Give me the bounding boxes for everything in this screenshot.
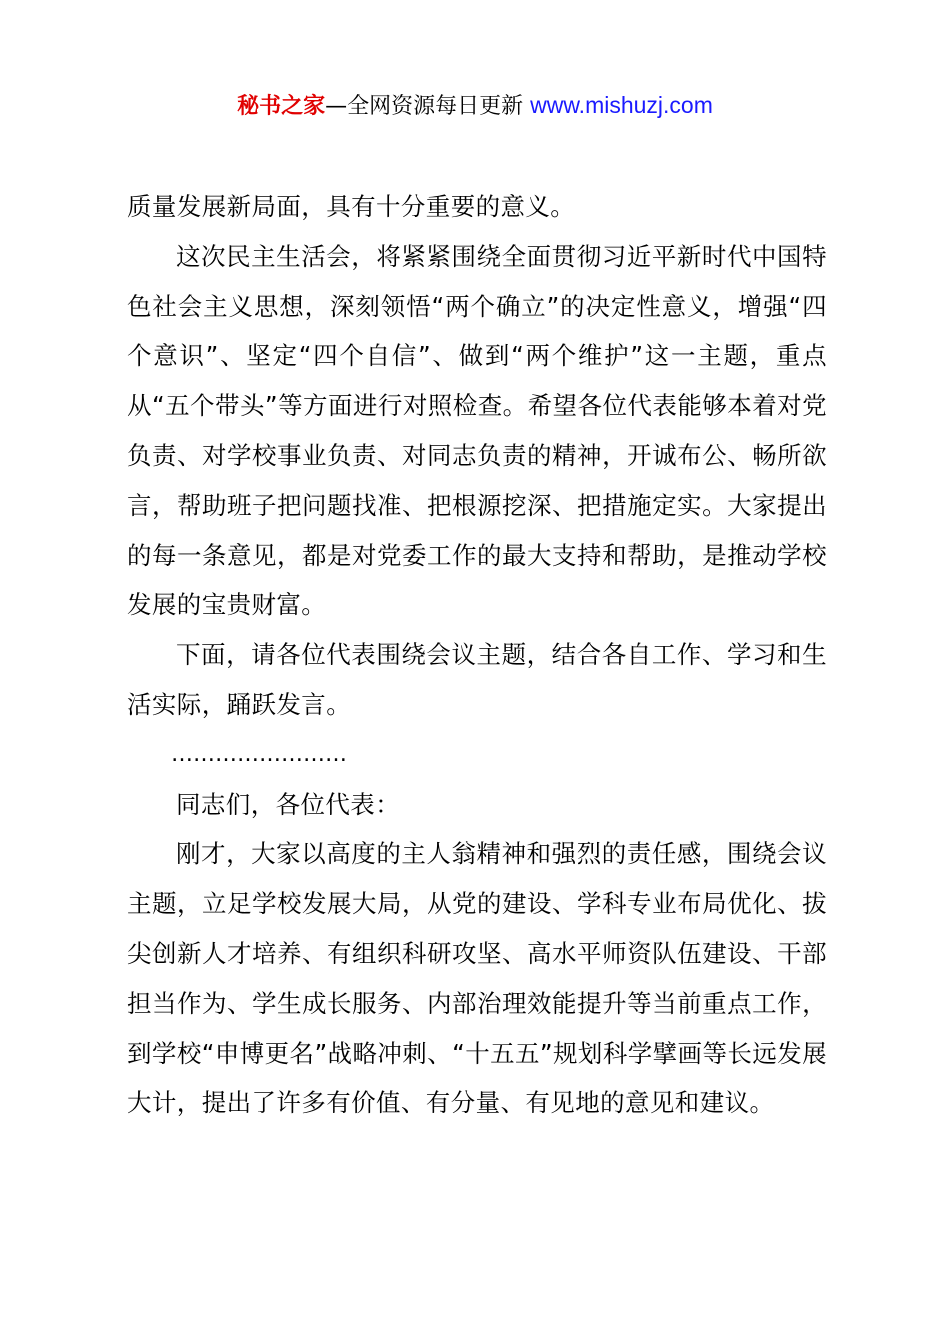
paragraph-meeting-theme: 这次民主生活会，将紧紧围绕全面贯彻习近平新时代中国特色社会主义思想，深刻领悟“两个确立”的决定性意义，增强“四个意识”、坚定“四个自信”、做到“两个维护”这一主题，重点从“五个带头”等方面进行对照检查。希望各位代表能够本着对党负责、对学校事业负责、对同志负责的精神，开诚布公、畅所欲言，帮助班子把问题找准、把根源挖深、把措施定实。大家提出的每一条意见，都是对党委工作的最大支持和帮助，是推动学校发展的宝贵财富。 xyxy=(127,241,827,620)
salutation: 同志们，各位代表： xyxy=(176,789,401,819)
header-tagline: —全网资源每日更新 xyxy=(325,94,531,119)
ellipsis-separator: …………………… xyxy=(171,741,347,767)
paragraph-continuation: 质量发展新局面，具有十分重要的意义。 xyxy=(127,192,576,221)
document-body xyxy=(127,182,827,1128)
page-header xyxy=(0,88,950,124)
brand-name: 秘书之家 xyxy=(237,94,326,119)
website-link[interactable]: www.mishuzj.com xyxy=(530,92,713,118)
paragraph-summary: 刚才，大家以高度的主人翁精神和强烈的责任感，围绕会议主题，立足学校发展大局，从党的建设、学科专业布局优化、拔尖创新人才培养、有组织科研攻坚、高水平师资队伍建设、干部担当作为、学生成长服务、内部治理效能提升等当前重点工作，到学校“申博更名”战略冲刺、“十五五”规划科学擘画等长远发展大计，提出了许多有价值、有分量、有见地的意见和建议。 xyxy=(127,839,827,1118)
paragraph-invite-speeches: 下面，请各位代表围绕会议主题，结合各自工作、学习和生活实际，踊跃发言。 xyxy=(127,640,827,719)
